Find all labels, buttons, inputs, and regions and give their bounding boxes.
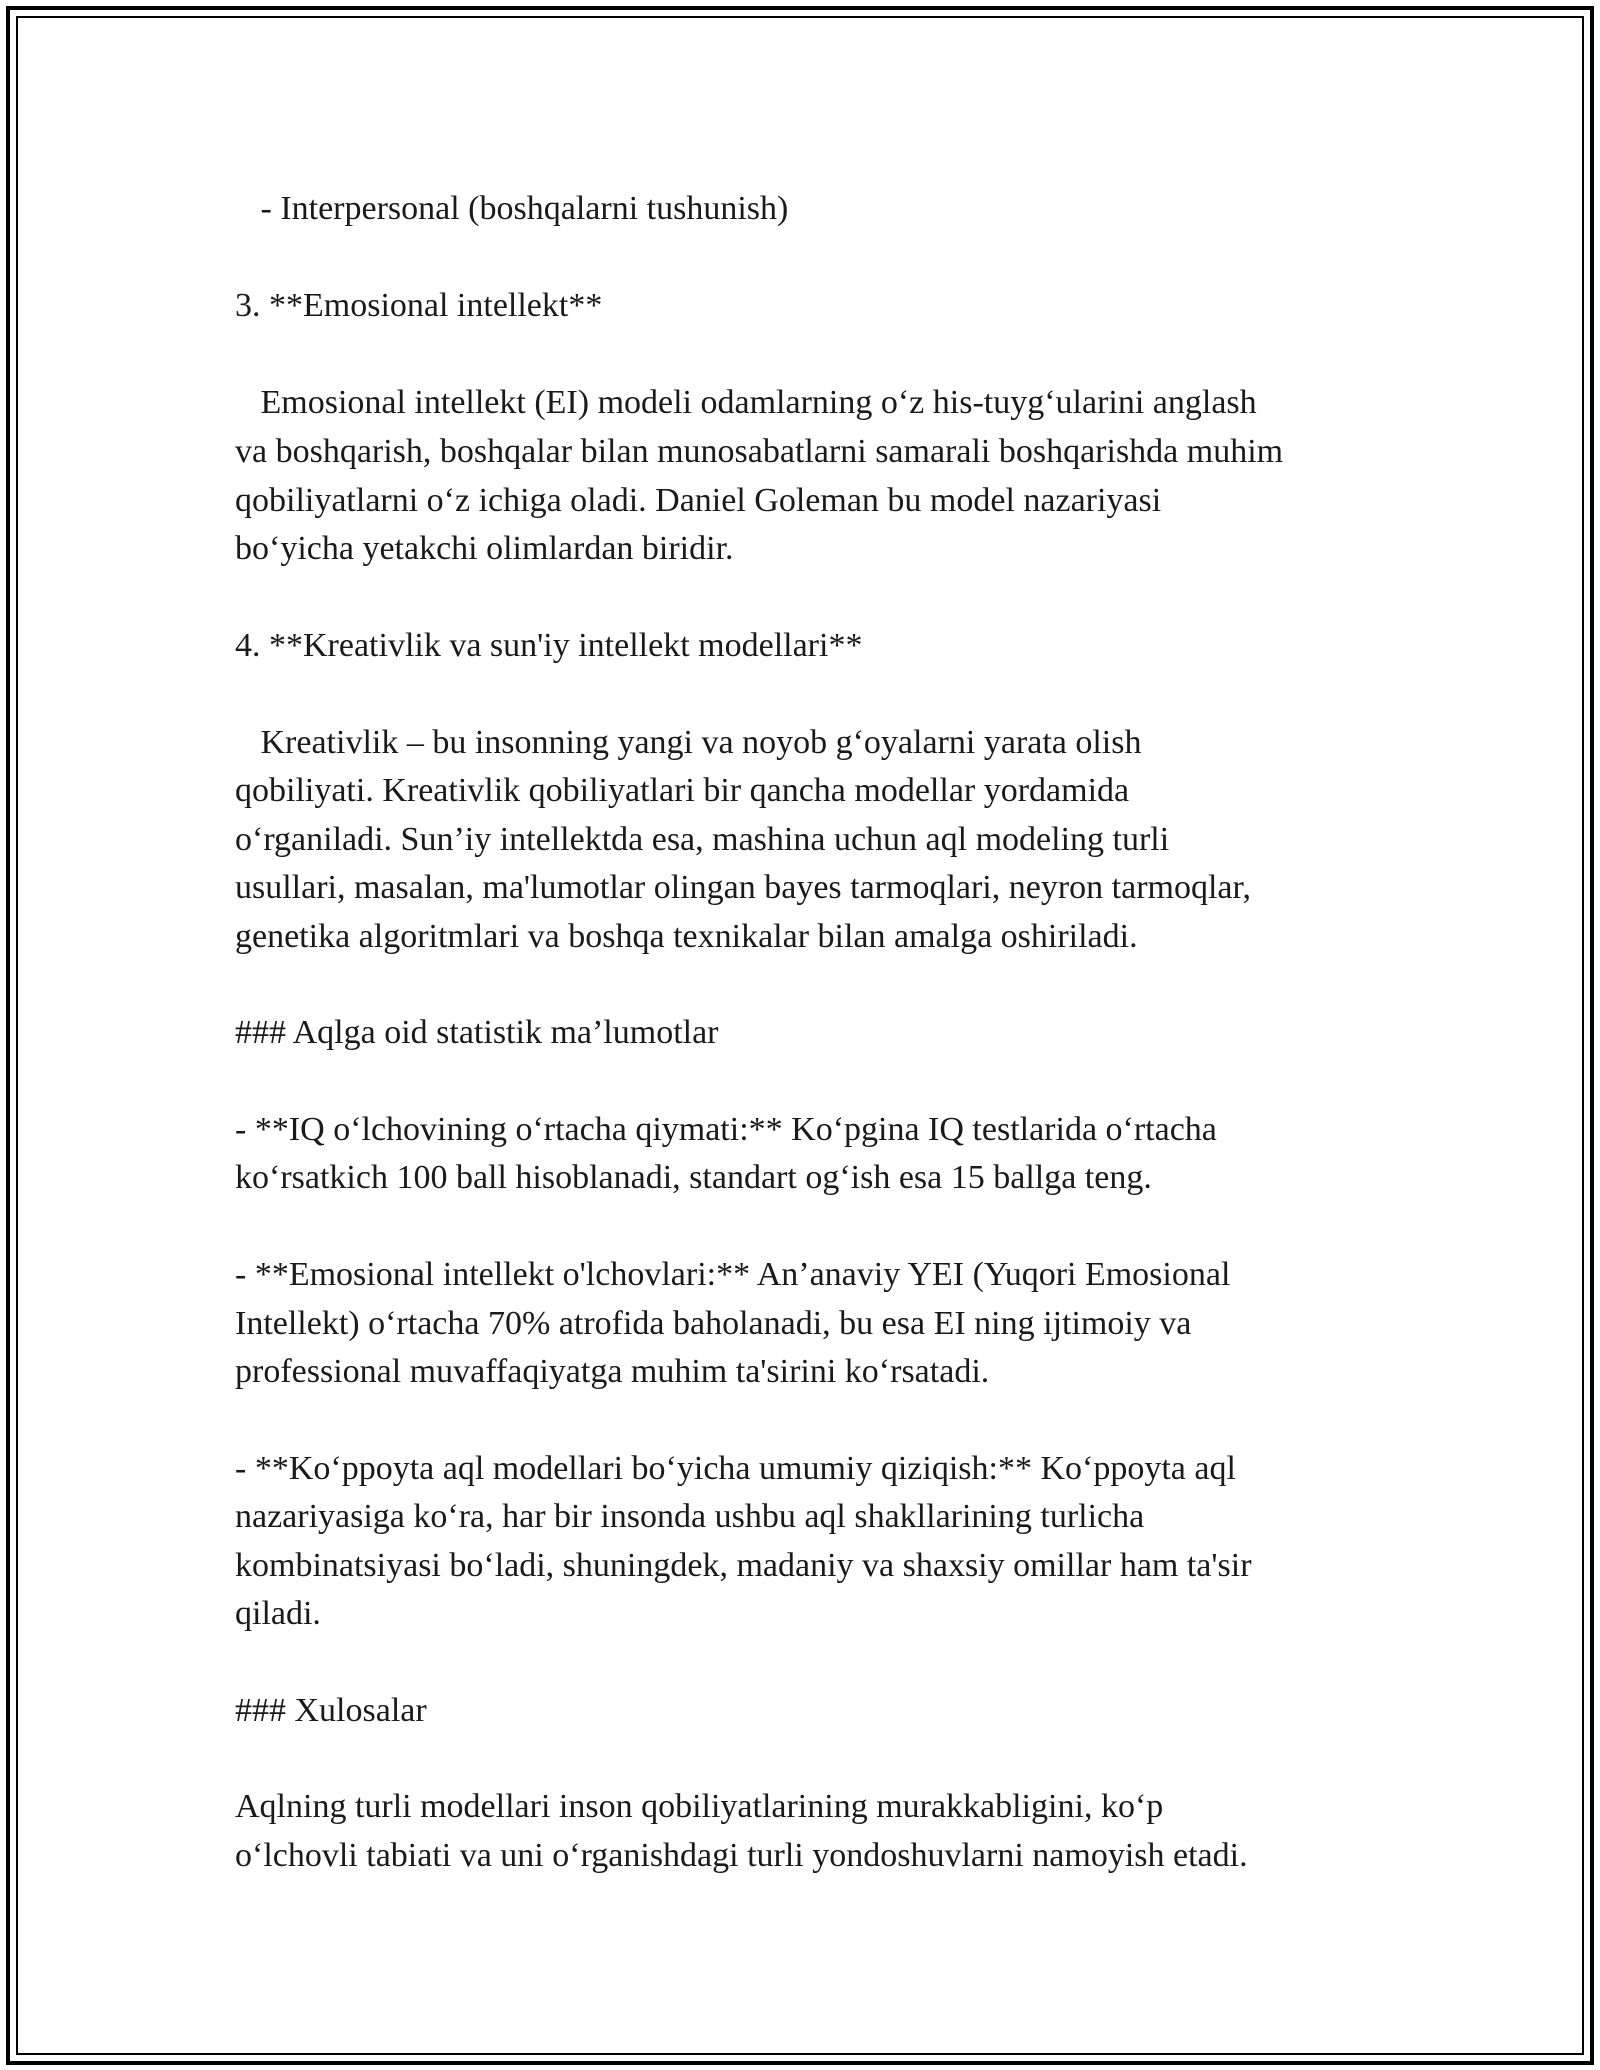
text-line: o‘lchovli tabiati va uni o‘rganishdagi turli yondoshuvlarni namoyish etadi.: [235, 1837, 1248, 1874]
text-line: o‘rganiladi. Sun’iy intellektda esa, mashina uchun aql modeling turli: [235, 821, 1170, 858]
text-line: - Interpersonal (boshqalarni tushunish): [235, 190, 789, 227]
text-line: qobiliyati. Kreativlik qobiliyatlari bir qancha modellar yordamida: [235, 772, 1130, 809]
text-line: Emosional intellekt (EI) modeli odamlarning o‘z his-tuyg‘ularini anglash: [235, 384, 1257, 421]
text-line: professional muvaffaqiyatga muhim ta'sirini ko‘rsatadi.: [235, 1353, 990, 1390]
text-line: Kreativlik – bu insonning yangi va noyob g‘oyalarni yarata olish: [235, 724, 1142, 761]
list-item: - **IQ o‘lchovining o‘rtacha qiymati:** Ko‘pgina IQ testlarida o‘rtacha: [235, 1111, 1217, 1148]
section-heading: ### Xulosalar: [235, 1692, 427, 1729]
section-heading: 4. **Kreativlik va sun'iy intellekt modellari**: [235, 627, 863, 664]
list-item: - **Emosional intellekt o'lchovlari:** An’anaviy YEI (Yuqori Emosional: [235, 1256, 1231, 1293]
text-line: ko‘rsatkich 100 ball hisoblanadi, standart og‘ish esa 15 ballga teng.: [235, 1159, 1152, 1196]
text-line: kombinatsiyasi bo‘ladi, shuningdek, madaniy va shaxsiy omillar ham ta'sir: [235, 1547, 1252, 1584]
text-line: usullari, masalan, ma'lumotlar olingan bayes tarmoqlari, neyron tarmoqlar,: [235, 869, 1251, 906]
text-line: qiladi.: [235, 1595, 321, 1632]
text-line: Aqlning turli modellari inson qobiliyatlarining murakkabligini, ko‘p: [235, 1788, 1164, 1825]
text-line: va boshqarish, boshqalar bilan munosabatlarni samarali boshqarishda muhim: [235, 433, 1284, 470]
section-heading: ### Aqlga oid statistik ma’lumotlar: [235, 1014, 719, 1051]
text-line: bo‘yicha yetakchi olimlardan biridir.: [235, 530, 734, 567]
text-line: nazariyasiga ko‘ra, har bir insonda ushbu aql shakllarining turlicha: [235, 1498, 1145, 1535]
text-line: qobiliyatlarni o‘z ichiga oladi. Daniel Goleman bu model nazariyasi: [235, 482, 1162, 519]
list-item: - **Ko‘ppoyta aql modellari bo‘yicha umumiy qiziqish:** Ko‘ppoyta aql: [235, 1450, 1236, 1487]
text-line: Intellekt) o‘rtacha 70% atrofida baholanadi, bu esa EI ning ijtimoiy va: [235, 1305, 1192, 1342]
section-heading: 3. **Emosional intellekt**: [235, 287, 603, 324]
text-line: genetika algoritmlari va boshqa texnikalar bilan amalga oshiriladi.: [235, 918, 1138, 955]
